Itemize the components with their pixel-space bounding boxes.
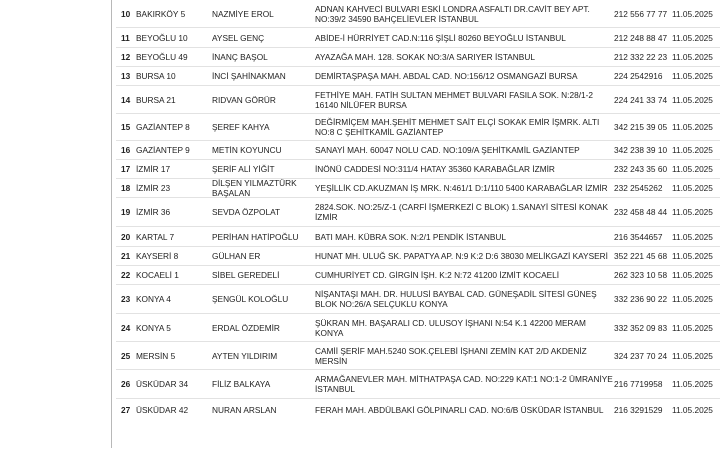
row-name: AYTEN YILDIRIM [212, 350, 278, 361]
row-city: KOCAELİ 1 [136, 270, 179, 280]
left-margin [0, 0, 111, 448]
row-address: SANAYİ MAH. 60047 NOLU CAD. NO:109/A ŞEHİTKAMİL GAZİANTEP [315, 145, 580, 155]
row-date: 11.05.2025 [672, 8, 713, 19]
row-address: ABİDE-İ HÜRRİYET CAD.N:116 ŞİŞLİ 80260 BEYOĞLU İSTANBUL [315, 32, 566, 43]
row-city: ÜSKÜDAR 34 [136, 379, 189, 389]
row-date: 11.05.2025 [672, 405, 713, 415]
row-address: FERAH MAH. ABDÜLBAKİ GÖLPINARLI CAD. NO:6/B ÜSKÜDAR İSTANBUL [315, 405, 604, 415]
row-date: 11.05.2025 [672, 251, 713, 261]
row-address: NİŞANTAŞI MAH. DR. HULUSİ BAYBAL CAD. GÜNEŞADİL SİTESİ GÜNEŞ BLOK NO:26/A SELÇUKLU KONYA [315, 289, 597, 309]
row-name: SEVDA ÖZPOLAT [212, 207, 281, 217]
row-date: 11.05.2025 [672, 379, 713, 389]
row-name: RIDVAN GÖRÜR [212, 94, 276, 105]
row-number: 27 [121, 405, 131, 415]
row-phone: 212 332 22 23 [614, 52, 668, 62]
row-phone: 332 352 09 83 [614, 322, 668, 333]
row-phone: 262 323 10 58 [614, 270, 668, 280]
row-city: İZMİR 36 [136, 207, 171, 217]
row-phone: 342 238 39 10 [614, 145, 668, 155]
row-city: İZMİR 23 [136, 183, 171, 193]
row-name: SİBEL GEREDELİ [212, 270, 280, 280]
row-date: 11.05.2025 [672, 122, 713, 132]
row-address: ARMAĞANEVLER MAH. MİTHATPAŞA CAD. NO:229 KAT:1 NO:1-2 ÜMRANİYE İSTANBUL [315, 374, 613, 394]
row-date: 11.05.2025 [672, 294, 713, 304]
row-number: 11 [121, 32, 130, 43]
row-city: MERSİN 5 [136, 350, 176, 361]
table-row [116, 48, 720, 67]
row-number: 26 [121, 379, 131, 389]
row-name: METİN KOYUNCU [212, 145, 282, 155]
row-address: CUMHURİYET CD. GİRGİN İŞH. K:2 N:72 41200 İZMİT KOCAELİ [315, 270, 560, 280]
row-phone: 324 237 70 24 [614, 350, 668, 361]
table-row [116, 198, 720, 227]
row-number: 17 [121, 164, 131, 174]
row-date: 11.05.2025 [672, 231, 713, 242]
row-address: ŞÜKRAN MH. BAŞARALI CD. ULUSOY İŞHANI N:54 K.1 42200 MERAM KONYA [315, 317, 586, 338]
row-date: 11.05.2025 [672, 350, 713, 361]
row-date: 11.05.2025 [672, 71, 713, 81]
row-phone: 212 556 77 77 [614, 8, 668, 19]
row-city: GAZİANTEP 8 [136, 122, 190, 132]
column-divider [111, 0, 112, 448]
row-date: 11.05.2025 [672, 164, 713, 174]
row-number: 15 [121, 122, 131, 132]
row-address: YEŞİLLİK CD.AKUZMAN İŞ MRK. N:461/1 D:1/110 5400 KARABAĞLAR İZMİR [315, 183, 608, 193]
row-date: 11.05.2025 [672, 94, 713, 105]
row-address: DEMİRTAŞPAŞA MAH. ABDAL CAD. NO:156/12 OSMANGAZİ BURSA [315, 71, 578, 81]
row-number: 23 [121, 294, 131, 304]
row-name: FİLİZ BALKAYA [212, 379, 271, 389]
pharmacy-table [116, 0, 720, 448]
row-address: 2824.SOK. NO:25/Z-1 (CARFİ İŞMERKEZİ C BLOK) 1.SANAYİ SİTESİ KONAK İZMİR [315, 202, 609, 222]
row-name: İNANÇ BAŞOL [212, 52, 268, 62]
table-row [116, 370, 720, 399]
row-number: 19 [121, 207, 131, 217]
row-date: 11.05.2025 [672, 183, 713, 193]
row-phone: 232 2545262 [614, 183, 663, 193]
row-name: AYSEL GENÇ [212, 32, 265, 43]
row-city: BURSA 21 [136, 94, 176, 105]
row-number: 12 [121, 52, 131, 62]
row-name: ŞEREF KAHYA [212, 122, 270, 132]
row-date: 11.05.2025 [672, 32, 713, 43]
row-number: 16 [121, 145, 131, 155]
row-address: ADNAN KAHVECİ BULVARI ESKİ LONDRA ASFALTI DR.CAVİT BEY APT. NO:39/2 34590 BAHÇELİEVLER İSTANBUL [315, 3, 590, 24]
row-phone: 212 248 88 47 [614, 32, 668, 43]
row-phone: 232 243 35 60 [614, 164, 668, 174]
table-row [116, 67, 720, 86]
table-row [116, 141, 720, 160]
row-name: NAZMİYE EROL [212, 8, 274, 19]
table-row [116, 114, 720, 141]
row-address: HUNAT MH. ULUĞ SK. PAPATYA AP. N:9 K:2 D:6 38030 MELİKGAZİ KAYSERİ [315, 251, 608, 261]
row-date: 11.05.2025 [672, 52, 713, 62]
row-city: KONYA 5 [136, 322, 171, 333]
row-name: PERİHAN HATİPOĞLU [212, 231, 299, 242]
table-row [116, 285, 720, 314]
row-number: 22 [121, 270, 131, 280]
row-phone: 332 236 90 22 [614, 294, 668, 304]
row-name: ERDAL ÖZDEMİR [212, 322, 280, 333]
table-row [116, 266, 720, 285]
row-name: GÜLHAN ER [212, 251, 261, 261]
row-phone: 224 2542916 [614, 71, 663, 81]
row-address: FETHİYE MAH. FATİH SULTAN MEHMET BULVARI FASILA SOK. N:28/1-2 16140 NİLÜFER BURSA [315, 89, 594, 110]
row-city: GAZİANTEP 9 [136, 145, 190, 155]
row-city: KONYA 4 [136, 294, 171, 304]
row-city: ÜSKÜDAR 42 [136, 405, 189, 415]
row-name: NURAN ARSLAN [212, 405, 277, 415]
row-phone: 224 241 33 74 [614, 94, 668, 105]
row-city: İZMİR 17 [136, 164, 171, 174]
row-date: 11.05.2025 [672, 207, 713, 217]
table-row [116, 179, 720, 198]
table-row [116, 314, 720, 342]
row-city: BEYOĞLU 10 [136, 32, 188, 43]
row-number: 24 [121, 322, 131, 333]
row-name: İNCİ ŞAHİNAKMAN [212, 71, 286, 81]
table-row [116, 247, 720, 266]
row-number: 18 [121, 183, 131, 193]
row-address: CAMİİ ŞERİF MAH.5240 SOK.ÇELEBİ İŞHANI ZEMİN KAT 2/D AKDENİZ MERSİN [315, 345, 587, 366]
table-row [116, 227, 720, 247]
table-row [116, 160, 720, 179]
row-date: 11.05.2025 [672, 322, 713, 333]
row-address: BATI MAH. KÜBRA SOK. N:2/1 PENDİK İSTANBUL [315, 231, 507, 242]
table-row [116, 28, 720, 48]
row-number: 25 [121, 350, 131, 361]
row-number: 14 [121, 94, 131, 105]
row-address: DEĞİRMİÇEM MAH.ŞEHİT MEHMET SAİT ELÇİ SOKAK EMİR İŞMRK. ALTI NO:8 C ŞEHİTKAMİL GAZİANTEP [315, 117, 600, 137]
row-number: 10 [121, 8, 131, 19]
row-phone: 216 7719958 [614, 379, 663, 389]
row-city: KARTAL 7 [136, 231, 175, 242]
table-row [116, 86, 720, 114]
row-address: AYAZAĞA MAH. 128. SOKAK NO:3/A SARIYER İSTANBUL [315, 52, 535, 62]
table-row [116, 399, 720, 447]
row-name: ŞERİF ALİ YİĞİT [212, 164, 275, 174]
row-city: BAKIRKÖY 5 [136, 8, 186, 19]
row-city: BEYOĞLU 49 [136, 52, 188, 62]
table-row [116, 342, 720, 370]
row-city: BURSA 10 [136, 71, 176, 81]
table-row [116, 0, 720, 28]
row-date: 11.05.2025 [672, 270, 713, 280]
row-number: 21 [121, 251, 131, 261]
row-phone: 352 221 45 68 [614, 251, 668, 261]
row-phone: 232 458 48 44 [614, 207, 668, 217]
row-name: DİLŞEN YILMAZTÜRK BAŞALAN [212, 178, 297, 198]
row-phone: 216 3544657 [614, 231, 663, 242]
row-number: 20 [121, 231, 131, 242]
row-date: 11.05.2025 [672, 145, 713, 155]
row-address: İNÖNÜ CADDESİ NO:311/4 HATAY 35360 KARABAĞLAR İZMİR [315, 164, 555, 174]
row-phone: 216 3291529 [614, 405, 663, 415]
row-city: KAYSERİ 8 [136, 251, 179, 261]
row-phone: 342 215 39 05 [614, 122, 668, 132]
row-number: 13 [121, 71, 131, 81]
row-name: ŞENGÜL KOLOĞLU [212, 294, 289, 304]
